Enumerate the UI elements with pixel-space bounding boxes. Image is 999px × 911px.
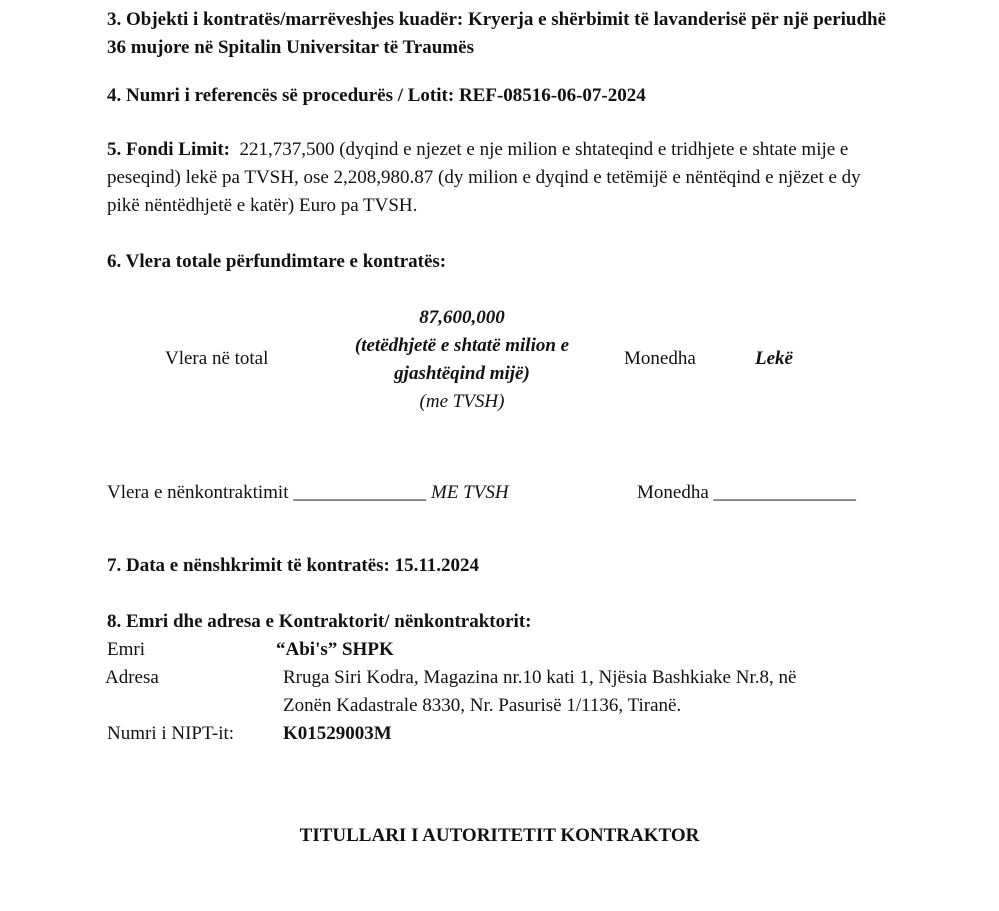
total-amount-words-2: gjashtëqind mijë) (394, 363, 530, 384)
section-8-heading: 8. Emri dhe adresa e Kontraktorit/ nënkontraktorit: (107, 611, 532, 632)
total-value-block (330, 304, 594, 416)
contractor-name-label: Emri (107, 639, 145, 660)
contractor-nipt-value: K01529003M (283, 723, 392, 744)
contractor-name-value: “Abi's” SHPK (276, 639, 394, 660)
section-3-object: 3. Objekti i kontratës/marrëveshjes kuadër: Kryerja e shërbimit të lavanderisë për një periudhë 36 mujore në Spitalin Universitar të Traumës (107, 9, 887, 58)
currency-value: Lekë (755, 348, 793, 369)
section-4-reference: 4. Numri i referencës së procedurës / Lotit: REF-08516-06-07-2024 (107, 85, 646, 106)
subcontract-vat: ME TVSH (431, 482, 509, 503)
total-amount: 87,600,000 (419, 307, 505, 328)
total-amount-words-1: (tetëdhjetë e shtatë milion e (354, 335, 570, 356)
section-6-heading: 6. Vlera totale përfundimtare e kontratës: (107, 251, 447, 272)
section-5-fund-limit (107, 136, 897, 220)
contractor-address-line-1: Rruga Siri Kodra, Magazina nr.10 kati 1, Njësia Bashkiake Nr.8, në (283, 667, 797, 688)
contractor-nipt-label: Numri i NIPT-it: (107, 723, 235, 744)
signature-title: TITULLARI I AUTORITETIT KONTRAKTOR (299, 825, 700, 846)
subcontract-value-blank: ______________ (293, 482, 427, 503)
section-5-label: 5. Fondi Limit: (107, 139, 230, 160)
section-5-text: 221,737,500 (dyqind e njezet e nje milion e shtateqind e tridhjete e shtate mije e peseqind) lekë pa TVSH, ose 2,208,980.87 (dy milion e dyqind e tetëmijë e nëntëqind e njëzet e dy pikë nëntëdhjetë e katër) Euro pa TVSH. (107, 139, 861, 216)
vat-note: (me TVSH) (419, 391, 505, 412)
subcontract-label: Vlera e nënkontraktimit (107, 482, 289, 503)
section-7-signing-date: 7. Data e nënshkrimit të kontratës: 15.11.2024 (107, 555, 480, 576)
subcontract-row (107, 479, 509, 507)
subcontract-currency-blank: _______________ (713, 482, 857, 503)
contractor-address-line-2: Zonën Kadastrale 8330, Nr. Pasurisë 1/1136, Tiranë. (283, 695, 682, 716)
subcontract-currency (637, 479, 856, 507)
total-value-label: Vlera në total (165, 348, 269, 369)
contractor-address-label: Adresa (105, 667, 159, 688)
currency-label: Monedha (624, 348, 696, 369)
subcontract-currency-label: Monedha (637, 482, 709, 503)
